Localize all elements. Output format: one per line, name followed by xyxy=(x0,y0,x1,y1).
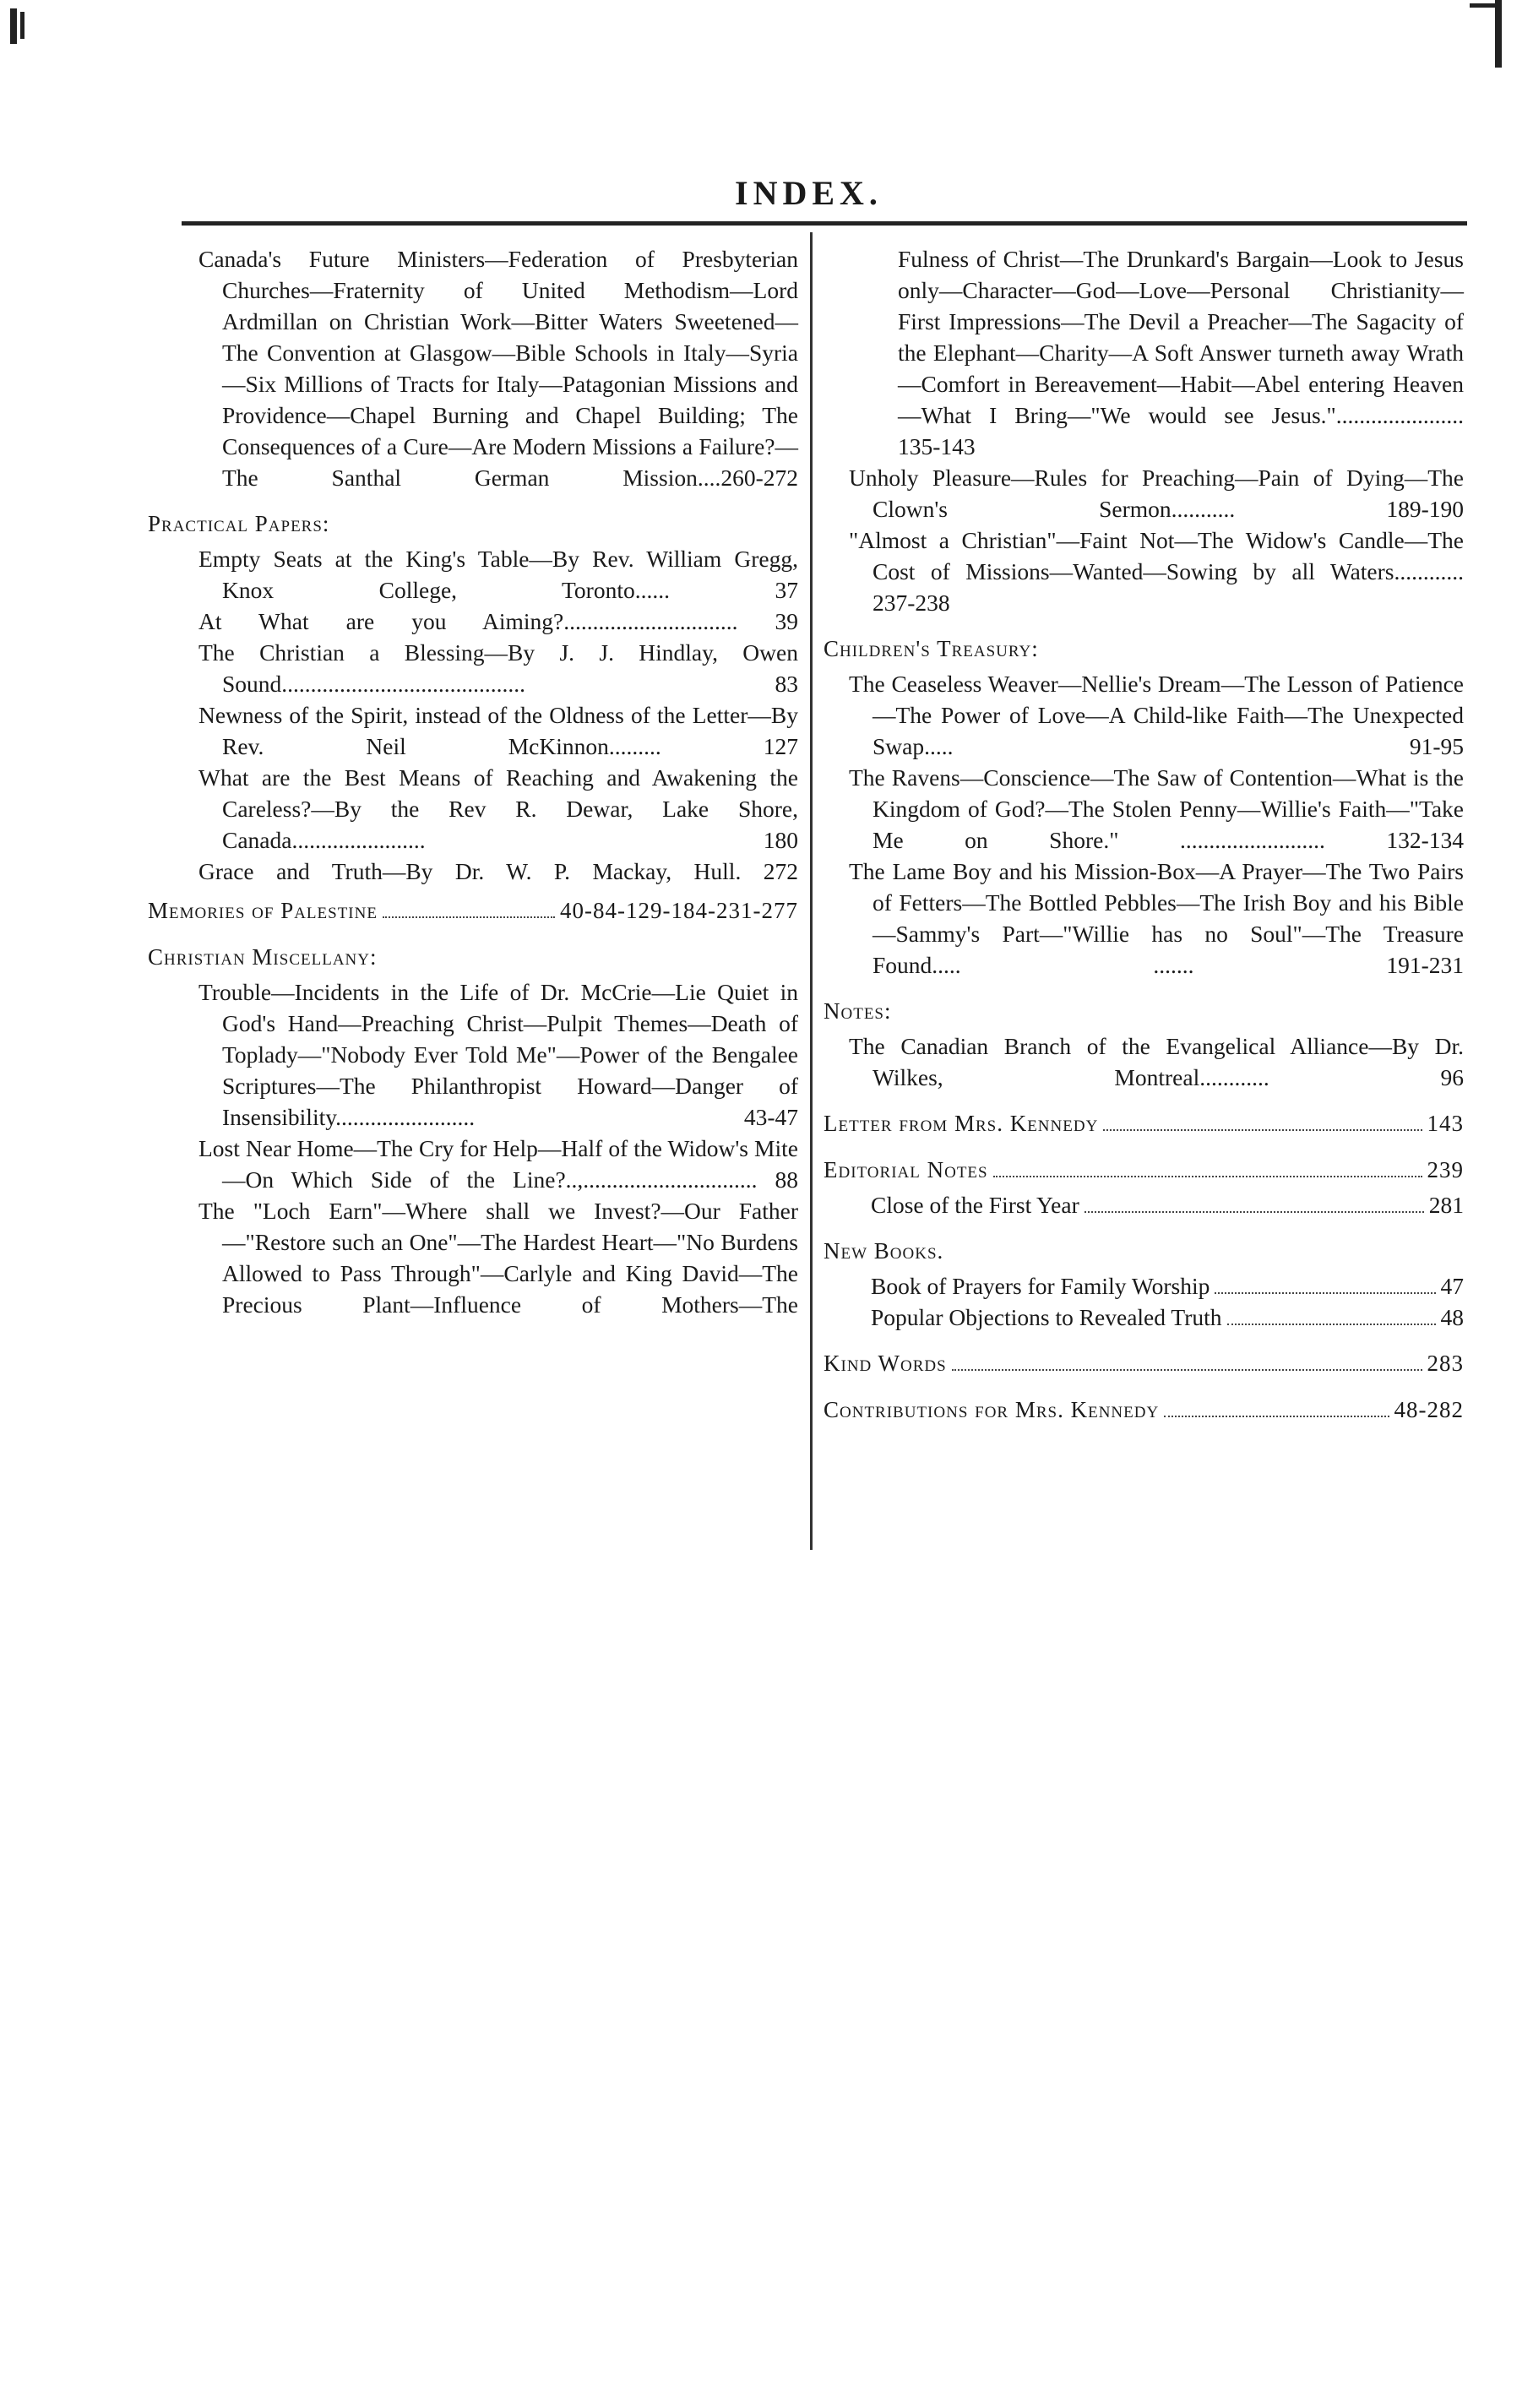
list-item: Empty Seats at the King's Table—By Rev. William Gregg, Knox College, Toronto...... 37 xyxy=(198,546,798,603)
section-contributions: Contributions for Mrs. Kennedy 48-282 xyxy=(824,1397,1464,1422)
list-item: Newness of the Spirit, instead of the Oldness of the Letter—By Rev. Neil McKinnon......... 127 xyxy=(198,702,798,759)
list-item: Fulness of Christ—The Drunkard's Bargain—Look to Jesus only—Character—God—Love—Personal Christianity—First Impressions—The Devil a Preacher—The Sagacity of the Elephant—Charity—A Soft Answer turneth away Wrath—Comfort in Bereavement—Habit—Abel entering Heaven—What I Bring—"We would see Jesus."...................... 135-143 xyxy=(898,246,1464,459)
column-divider xyxy=(810,232,813,1550)
left-column xyxy=(148,243,798,1320)
scan-mark xyxy=(20,12,24,39)
section-christian-miscellany: Christian Miscellany: xyxy=(148,944,378,970)
title-rule xyxy=(182,221,1467,226)
list-item: Popular Objections to Revealed Truth 48 xyxy=(871,1304,1464,1330)
list-item: The Ceaseless Weaver—Nellie's Dream—The Lesson of Patience—The Power of Love—A Child-like Faith—The Unexpected Swap..... 91-95 xyxy=(849,671,1464,759)
scan-mark xyxy=(1495,0,1502,68)
list-item: Grace and Truth—By Dr. W. P. Mackay, Hull. 272 xyxy=(198,858,799,884)
section-new-books: New Books. xyxy=(824,1238,944,1264)
page-title: INDEX. xyxy=(735,174,883,212)
list-item: What are the Best Means of Reaching and Awakening the Careless?—By the Rev R. Dewar, Lake Shore, Canada....................... 180 xyxy=(198,764,798,853)
section-practical-papers: Practical Papers: xyxy=(148,511,330,536)
list-item: The Christian a Blessing—By J. J. Hindlay, Owen Sound.......................................... 83 xyxy=(198,639,798,697)
list-item: Lost Near Home—The Cry for Help—Half of the Widow's Mite—On Which Side of the Line?..,.............................. 88 xyxy=(198,1135,798,1193)
scan-mark xyxy=(1470,3,1502,8)
list-item: Close of the First Year 281 xyxy=(871,1192,1464,1218)
scan-mark xyxy=(10,8,17,44)
section-kind-words: Kind Words 283 xyxy=(824,1351,1464,1376)
list-item: The "Loch Earn"—Where shall we Invest?—Our Father—"Restore such an One"—The Hardest Heart—"No Burdens Allowed to Pass Through"—Carlyle and King David—The Precious Plant—Influence of Mothers—The xyxy=(198,1198,798,1318)
list-item: At What are you Aiming?.............................. 39 xyxy=(198,608,798,634)
section-editorial-notes: Editorial Notes 239 xyxy=(824,1157,1464,1182)
list-item: Trouble—Incidents in the Life of Dr. McCrie—Lie Quiet in God's Hand—Preaching Christ—Pulpit Themes—Death of Toplady—"Nobody Ever Told Me"—Power of the Bengalee Scriptures—The Philanthropist Howard—Danger of Insensibility........................ 43-47 xyxy=(198,979,798,1130)
list-item: The Canadian Branch of the Evangelical Alliance—By Dr. Wilkes, Montreal............ 96 xyxy=(849,1033,1464,1090)
list-item: The Lame Boy and his Mission-Box—A Prayer—The Two Pairs of Fetters—The Bottled Pebbles—The Irish Boy and his Bible—Sammy's Part—"Willie has no Soul"—The Treasure Found..... ....... 191-231 xyxy=(849,858,1464,978)
list-item: Book of Prayers for Family Worship 47 xyxy=(871,1273,1464,1299)
list-item: Unholy Pleasure—Rules for Preaching—Pain of Dying—The Clown's Sermon........... 189-190 xyxy=(849,465,1464,522)
section-letter: Letter from Mrs. Kennedy 143 xyxy=(824,1111,1464,1136)
list-item: "Almost a Christian"—Faint Not—The Widow's Candle—The Cost of Missions—Wanted—Sowing by all Waters............ 237-238 xyxy=(849,527,1464,616)
intro-entry: Canada's Future Ministers—Federation of Presbyterian Churches—Fraternity of United Methodism—Lord Ardmillan on Christian Work—Bitter Waters Sweetened—The Convention at Glasgow—Bible Schools in Italy—Syria—Six Millions of Tracts for Italy—Patagonian Missions and Providence—Chapel Burning and Chapel Building; The Consequences of a Cure—Are Modern Missions a Failure?—The Santhal German Mission....260-272 xyxy=(198,246,798,491)
section-memories-of-palestine: Memories of Palestine 40-84-129-184-231-277 xyxy=(148,898,798,923)
section-childrens-treasury: Children's Treasury: xyxy=(824,636,1039,661)
section-notes: Notes: xyxy=(824,998,892,1024)
right-column xyxy=(824,243,1464,1429)
list-item: The Ravens—Conscience—The Saw of Contention—What is the Kingdom of God?—The Stolen Penny—Willie's Faith—"Take Me on Shore." ......................... 132-134 xyxy=(849,764,1465,853)
